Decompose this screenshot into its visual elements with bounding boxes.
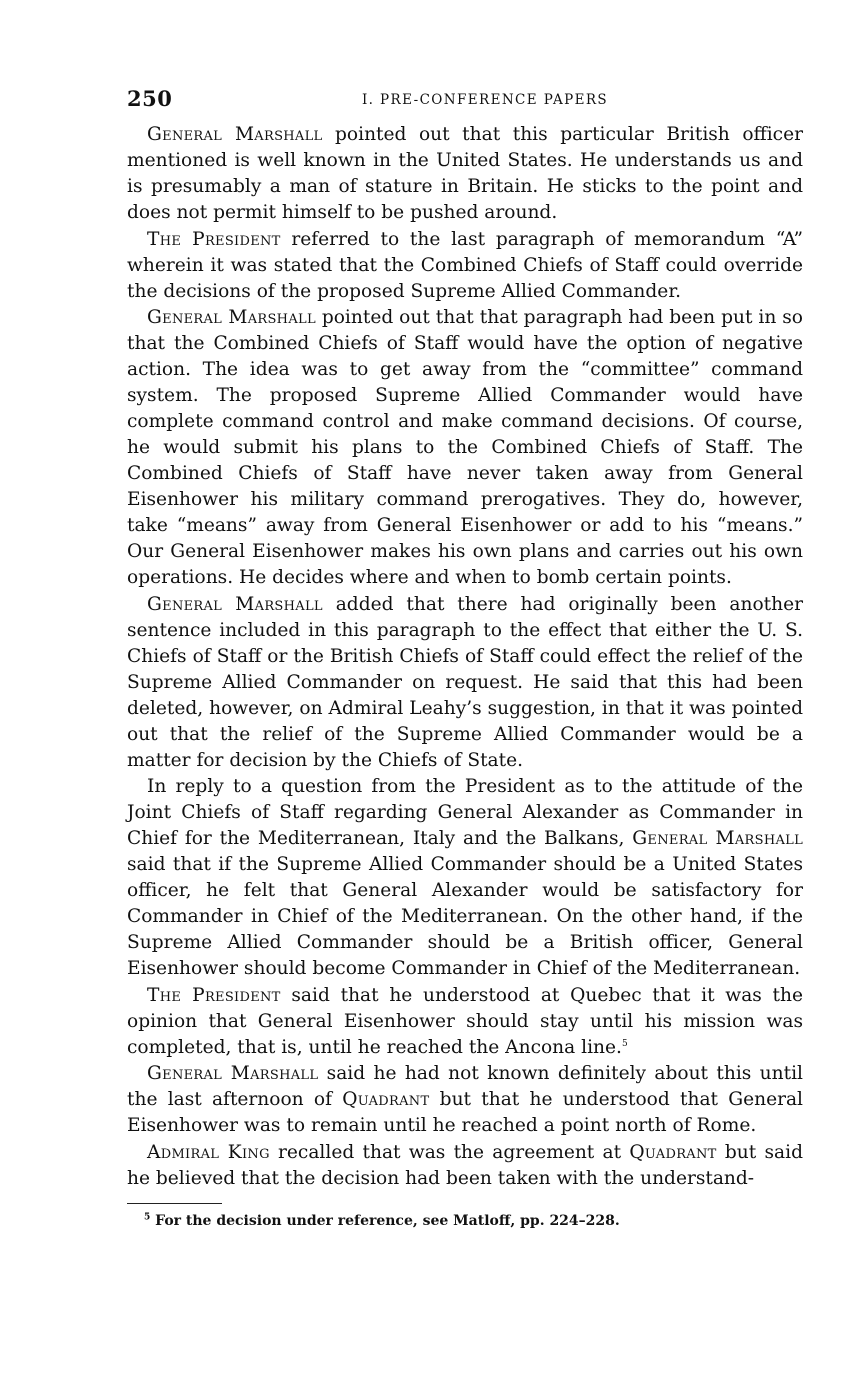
footnote	[127, 1211, 803, 1231]
paragraph-text: but said he believed that the decision had been taken with the understand-	[127, 1141, 803, 1189]
footnote-marker: 5	[144, 1211, 151, 1222]
page-content	[127, 86, 803, 1231]
paragraph-text: recalled that was the agreement at	[269, 1141, 630, 1163]
paragraph-1	[127, 122, 803, 226]
speaker-name: Admiral King	[147, 1141, 270, 1163]
speaker-name: General Marshall	[147, 593, 323, 615]
paragraph-text: but that he understood that General Eisenhower was to remain until he reached a point north of Rome.	[127, 1089, 804, 1136]
paragraph-text: In reply to a question from the President as to the attitude of the Joint Chiefs of Staff regarding General Alexander as Commander in Chief for the Mediterranean, Italy and the Balkans,	[127, 776, 803, 849]
paragraph-text: added that there had originally been another sentence included in this paragraph to the effect that either the U. S. Chiefs of Staff or the British Chiefs of Staff could effect the relief of the Supreme Allied Commander on request. He said that this had been deleted, however, on Admiral Leahy’s suggestion, in that it was pointed out that the relief of the Supreme Allied Commander would be a matter for decision by the Chiefs of State.	[127, 593, 803, 771]
footnote-text: For the decision under reference, see Matloff, pp. 224–228.	[150, 1212, 620, 1229]
speaker-name: The President	[147, 228, 281, 250]
paragraph-6	[127, 983, 803, 1061]
body-text	[127, 122, 803, 1192]
speaker-name: General Marshall	[632, 828, 804, 849]
paragraph-5	[127, 774, 803, 982]
codename: Quadrant	[342, 1089, 430, 1110]
paragraph-text: referred to the last paragraph of memorandum “A” wherein it was stated that the Combined Chiefs of Staff could override the decisions of the proposed Supreme Allied Commander.	[127, 228, 803, 302]
page-number: 250	[127, 86, 173, 111]
paragraph-2	[127, 227, 803, 305]
speaker-name: General Marshall	[147, 307, 316, 328]
speaker-name: General Marshall	[147, 1063, 319, 1084]
footnote-reference[interactable]: 5	[621, 1038, 628, 1049]
paragraph-3	[127, 305, 803, 591]
running-head: I. PRE-CONFERENCE PAPERS	[361, 92, 609, 108]
codename: Quadrant	[629, 1141, 717, 1163]
paragraph-4	[127, 592, 803, 774]
speaker-name: The President	[147, 984, 281, 1006]
paragraph-7	[127, 1061, 803, 1139]
paragraph-text: said that he understood at Quebec that it was the opinion that General Eisenhower should stay until his mission was completed, that is, until he reached the Ancona line.	[127, 984, 803, 1058]
paragraph-text: said he had not known definitely about this until the last afternoon of	[127, 1063, 803, 1110]
paragraph-text: pointed out that that paragraph had been put in so that the Combined Chiefs of Staff would have the option of negative action. The idea was to get away from the “committee” command system. The proposed Supreme Allied Commander would have complete command control and make command decisions. Of course, he would submit his plans to the Combined Chiefs of Staff. The Combined Chiefs of Staff have never taken away from General Eisenhower his military command prerogatives. They do, however, take “means” away from General Eisenhower or add to his “means.” Our General Eisenhower makes his own plans and carries out his own operations. He decides where and when to bomb certain points.	[127, 307, 803, 588]
paragraph-text: pointed out that this particular British officer mentioned is well known in the United States. He understands us and is presumably a man of stature in Britain. He sticks to the point and does not permit himself to be pushed around.	[127, 124, 803, 223]
page-header	[127, 86, 803, 122]
footnote-divider	[127, 1203, 222, 1204]
paragraph-8	[127, 1140, 803, 1192]
speaker-name: General Marshall	[147, 124, 323, 145]
paragraph-text: said that if the Supreme Allied Commander should be a United States officer, he felt that General Alexander would be satisfactory for Commander in Chief of the Mediterranean. On the other hand, if the Supreme Allied Commander should be a British officer, General Eisenhower should become Commander in Chief of the Mediterranean.	[127, 854, 803, 979]
